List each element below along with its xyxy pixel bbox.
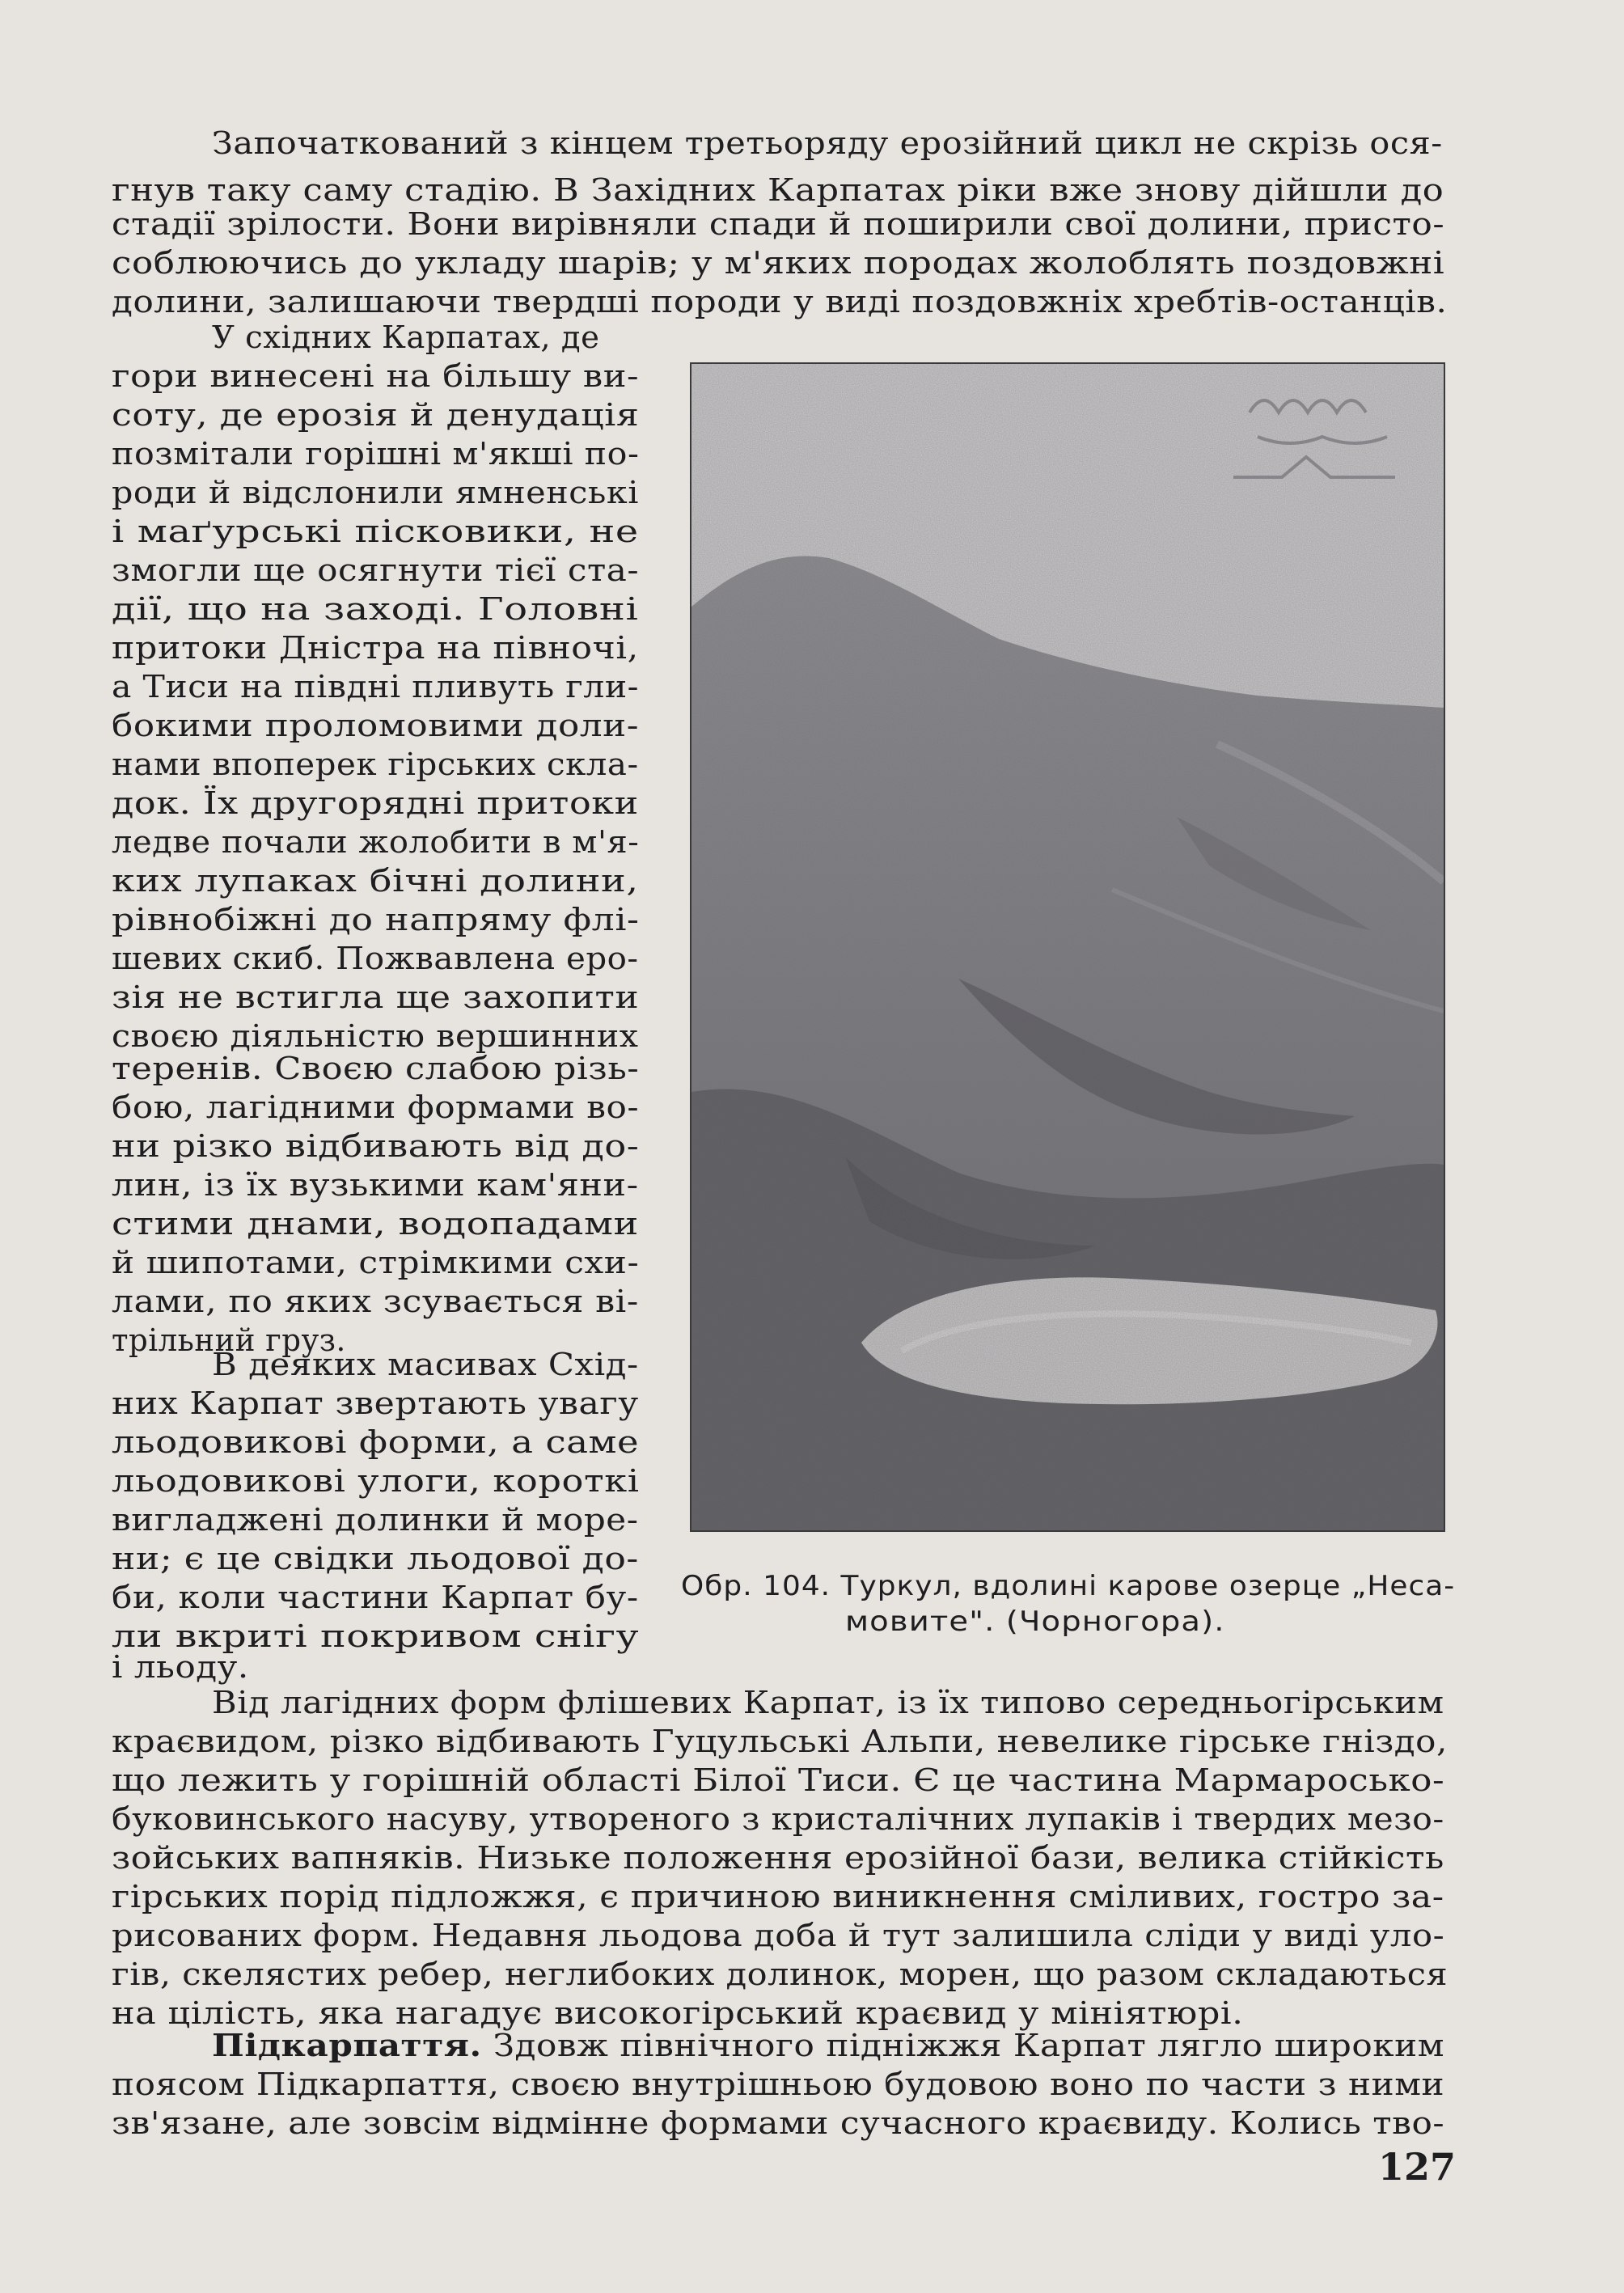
text-line: стадії зрілости. Вони вирівняли спади й поширили свої долини, присто- [112,206,1445,242]
caption-line: Обр. 104. Туркул, вдолині карове озерце „Неса- [681,1570,1456,1602]
text-line: й шипотами, стрімкими схи- [112,1245,640,1280]
figure-photo [690,362,1445,1532]
text-line: соту, де ерозія й денудація [112,397,640,433]
text-line: буковинського насуву, утвореного з кристалічних лупаків і твердих мезо- [112,1801,1444,1837]
text-line: льодовикові форми, а саме [112,1424,640,1460]
text-line: гів, скелястих ребер, неглибоких долинок, морен, що разом складаються [112,1957,1448,1992]
text-line: що лежить у горішній області Білої Тиси. Є це частина Мармаросько- [112,1762,1445,1798]
text-line: Започаткований з кінцем третьоряду ерозійний цикл не скрізь ося- [212,125,1443,161]
section-heading: Підкарпаття. [212,2027,482,2063]
text-line: Від лагідних форм флішевих Карпат, із їх типово середньогірським [212,1685,1444,1720]
text-line: ли вкриті покривом снігу [112,1618,640,1654]
text-line: соблюючись до укладу шарів; у м'яких породах жолоблять поздовжні [112,245,1445,281]
text-line: гнув таку саму стадію. В Західних Карпатах ріки вже знову дійшли до [112,172,1444,208]
text-line: зв'язане, але зовсім відмінне формами сучасного краєвиду. Колись тво- [112,2105,1445,2141]
text-line: ни різко відбивають від до- [112,1128,640,1164]
text-line: роди й відслонили ямненські [112,475,639,510]
text-line: гори винесені на більшу ви- [112,358,640,394]
text-line: а Тиси на півдні пливуть гли- [112,669,640,704]
text-line [212,2027,1445,2063]
text-line: шевих скиб. Пожвавлена еро- [112,941,639,976]
text-line: поясом Підкарпаття, своєю внутрішньою будовою воно по части з ними [112,2067,1445,2102]
text-line: них Карпат звертають увагу [112,1386,639,1421]
text-line: лами, по яких зсувається ві- [112,1284,639,1319]
text-run: Здовж північного підніжжя Карпат лягло широким [481,2028,1445,2063]
text-line: бокими проломовими доли- [112,708,640,743]
text-line: ни; є це свідки льодової до- [112,1541,639,1576]
text-line: рівнобіжні до напряму флі- [112,902,640,937]
text-line: льодовикові улоги, короткі [112,1463,640,1499]
text-line: ледве почали жолобити в м'я- [112,824,640,860]
text-line: на цілість, яка нагадує високогірський краєвид у мініятюрі. [112,1995,1244,2031]
text-line: рисованих форм. Недавня льодова доба й тут залишила сліди у виді уло- [112,1918,1445,1953]
text-line: В деяких масивах Схід- [212,1347,639,1382]
text-line: стими днами, водопадами [112,1206,639,1242]
text-line: теренів. Своєю слабою різь- [112,1051,640,1086]
text-line: трільний груз. [112,1322,346,1358]
text-line: змогли ще осягнути тієї ста- [112,552,640,588]
text-line: і льоду. [112,1649,249,1685]
text-line: долини, залишаючи твердші породи у виді поздовжніх хребтів-останців. [112,284,1448,319]
text-line: своєю діяльністю вершинних [112,1018,639,1054]
text-line: позмітали горішні м'якші по- [112,436,640,472]
text-line: нами впоперек гірських скла- [112,747,639,782]
text-line: вигладжені долинки й море- [112,1502,639,1538]
text-line: зія не встигла ще захопити [112,979,640,1015]
text-line: гірських порід підложжя, є причиною виникнення сміливих, гостро за- [112,1879,1444,1914]
text-line: ких лупаках бічні долини, [112,863,639,899]
text-line: краєвидом, різко відбивають Гуцульські Альпи, невелике гірське гніздо, [112,1724,1448,1759]
text-line: би, коли частини Карпат бу- [112,1580,639,1615]
text-line: лин, із їх вузькими кам'яни- [112,1167,639,1203]
page-number: 127 [1378,2145,1457,2189]
text-line: бою, лагідними формами во- [112,1089,640,1125]
text-line: дії, що на заході. Головні [112,591,639,627]
text-line: притоки Дністра на півночі, [112,630,639,666]
text-line: і маґурські пісковики, не [112,514,639,549]
mountain-lake-photo [691,364,1444,1530]
caption-line: мовите". (Чорногора). [845,1606,1225,1638]
text-line: зойських вапняків. Низьке положення ерозійної бази, велика стійкість [112,1840,1444,1876]
text-line: док. Їх другорядні притоки [112,785,639,821]
text-line: У східних Карпатах, де [212,319,600,355]
